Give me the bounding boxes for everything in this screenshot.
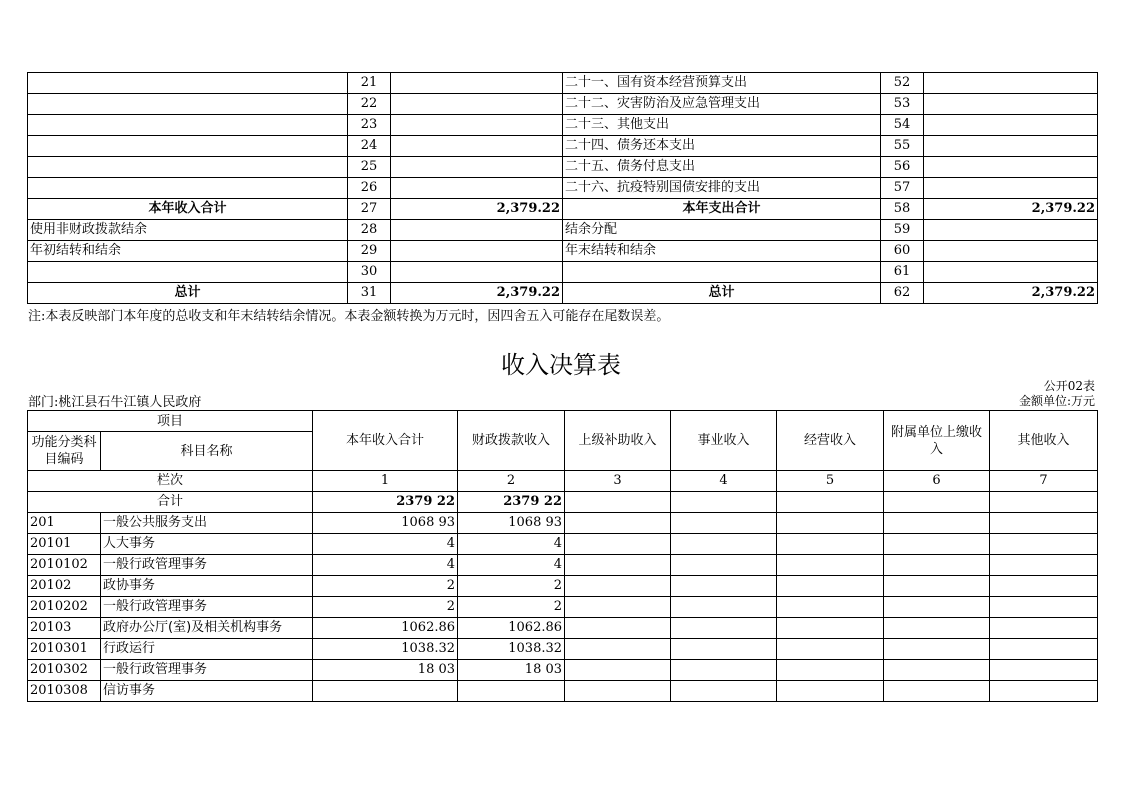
income-amount (391, 115, 563, 136)
empty-cell (565, 597, 671, 618)
income-line-number: 26 (348, 178, 391, 199)
empty-cell (777, 681, 884, 702)
income-item-label (28, 73, 348, 94)
column-number: 1 (313, 471, 458, 492)
header-project: 项目 (28, 411, 313, 432)
empty-cell (990, 576, 1098, 597)
income-item-label (28, 94, 348, 115)
income-amount (391, 94, 563, 115)
summary-row (28, 73, 1098, 94)
summary-row (28, 241, 1098, 262)
expense-amount (924, 220, 1098, 241)
subject-name: 一般行政管理事务 (101, 555, 313, 576)
income-line-number: 27 (348, 199, 391, 220)
subject-code: 2010302 (28, 660, 101, 681)
expense-line-number: 61 (881, 262, 924, 283)
summary-row (28, 283, 1098, 304)
expense-amount (924, 115, 1098, 136)
income-amount (391, 136, 563, 157)
income-table (27, 410, 1098, 702)
table-row (28, 618, 1098, 639)
income-line-number: 23 (348, 115, 391, 136)
empty-cell (565, 660, 671, 681)
empty-cell (990, 492, 1098, 513)
empty-cell (671, 597, 777, 618)
expense-item-label: 二十三、其他支出 (563, 115, 881, 136)
income-total: 2 (313, 597, 458, 618)
subject-name: 人大事务 (101, 534, 313, 555)
column-number: 5 (777, 471, 884, 492)
empty-cell (671, 555, 777, 576)
income-total: 1068 93 (313, 513, 458, 534)
table-row (28, 681, 1098, 702)
subject-code: 2010308 (28, 681, 101, 702)
subject-name: 信访事务 (101, 681, 313, 702)
empty-cell (671, 681, 777, 702)
income-total: 1062.86 (313, 618, 458, 639)
table-row (28, 639, 1098, 660)
empty-cell (884, 513, 990, 534)
income-item-label (28, 262, 348, 283)
subject-name: 政府办公厅(室)及相关机构事务 (101, 618, 313, 639)
table-note: 注:本表反映部门本年度的总收支和年末结转结余情况。本表金额转换为万元时，因四舍五入可能存在尾数误差。 (28, 309, 670, 324)
empty-cell (884, 681, 990, 702)
expense-amount (924, 94, 1098, 115)
expense-line-number: 53 (881, 94, 924, 115)
empty-cell (777, 597, 884, 618)
expense-amount: 2,379.22 (924, 283, 1098, 304)
income-item-label (28, 178, 348, 199)
empty-cell (565, 618, 671, 639)
expense-amount (924, 136, 1098, 157)
income-amount (391, 73, 563, 94)
income-amount (391, 241, 563, 262)
income-amount (391, 262, 563, 283)
income-total: 4 (313, 534, 458, 555)
empty-cell (777, 618, 884, 639)
expense-line-number: 60 (881, 241, 924, 262)
subject-code: 2010202 (28, 597, 101, 618)
table-row (28, 597, 1098, 618)
column-number: 3 (565, 471, 671, 492)
empty-cell (671, 576, 777, 597)
income-line-number: 22 (348, 94, 391, 115)
income-line-number: 30 (348, 262, 391, 283)
expense-item-label: 二十一、国有资本经营预算支出 (563, 73, 881, 94)
expense-line-number: 58 (881, 199, 924, 220)
header-col-1: 本年收入合计 (313, 411, 458, 471)
empty-cell (565, 492, 671, 513)
header-row-1 (28, 411, 1098, 432)
income-total: 1038.32 (313, 639, 458, 660)
empty-cell (565, 513, 671, 534)
expense-line-number: 52 (881, 73, 924, 94)
amount-unit-label: 金额单位:万元 (1018, 394, 1095, 408)
empty-cell (671, 618, 777, 639)
page-title: 收入决算表 (501, 351, 621, 379)
income-line-number: 28 (348, 220, 391, 241)
expense-item-label: 年末结转和结余 (563, 241, 881, 262)
empty-cell (884, 576, 990, 597)
income-line-number: 21 (348, 73, 391, 94)
empty-cell (990, 534, 1098, 555)
fiscal-income: 18 03 (458, 660, 565, 681)
table-code: 公开02表 (1043, 379, 1095, 393)
header-col-5: 经营收入 (777, 411, 884, 471)
expense-line-number: 56 (881, 157, 924, 178)
header-col-7: 其他收入 (990, 411, 1098, 471)
table-row (28, 576, 1098, 597)
income-item-label: 使用非财政拨款结余 (28, 220, 348, 241)
empty-cell (990, 513, 1098, 534)
summary-row (28, 199, 1098, 220)
subject-code: 20102 (28, 576, 101, 597)
empty-cell (565, 555, 671, 576)
column-number: 4 (671, 471, 777, 492)
fiscal-income: 1068 93 (458, 513, 565, 534)
total-row-label: 合计 (28, 492, 313, 513)
summary-table-body (28, 73, 1098, 304)
empty-cell (565, 576, 671, 597)
header-col-6: 附属单位上缴收入 (884, 411, 990, 471)
header-subject-name: 科目名称 (101, 432, 313, 471)
empty-cell (565, 639, 671, 660)
summary-row (28, 115, 1098, 136)
subject-code: 201 (28, 513, 101, 534)
summary-row (28, 136, 1098, 157)
subject-name: 政协事务 (101, 576, 313, 597)
income-line-number: 31 (348, 283, 391, 304)
income-line-number: 25 (348, 157, 391, 178)
column-number: 6 (884, 471, 990, 492)
empty-cell (777, 534, 884, 555)
income-line-number: 29 (348, 241, 391, 262)
empty-cell (777, 576, 884, 597)
empty-cell (671, 492, 777, 513)
fiscal-income: 1038.32 (458, 639, 565, 660)
empty-cell (671, 660, 777, 681)
empty-cell (884, 492, 990, 513)
income-item-label: 年初结转和结余 (28, 241, 348, 262)
expense-amount (924, 241, 1098, 262)
income-amount (391, 178, 563, 199)
expense-item-label: 本年支出合计 (563, 199, 881, 220)
column-number-row (28, 471, 1098, 492)
empty-cell (777, 555, 884, 576)
empty-cell (777, 639, 884, 660)
income-total: 4 (313, 555, 458, 576)
subject-code: 2010102 (28, 555, 101, 576)
income-total: 18 03 (313, 660, 458, 681)
subject-code: 20101 (28, 534, 101, 555)
header-col-3: 上级补助收入 (565, 411, 671, 471)
summary-row (28, 178, 1098, 199)
header-col-4: 事业收入 (671, 411, 777, 471)
income-total (313, 681, 458, 702)
fiscal-income: 2 (458, 576, 565, 597)
empty-cell (777, 660, 884, 681)
subject-name: 一般行政管理事务 (101, 660, 313, 681)
empty-cell (884, 639, 990, 660)
expense-item-label: 结余分配 (563, 220, 881, 241)
summary-row (28, 157, 1098, 178)
empty-cell (990, 681, 1098, 702)
expense-amount (924, 262, 1098, 283)
total-row-fiscal-income: 2379 22 (458, 492, 565, 513)
subject-name: 一般行政管理事务 (101, 597, 313, 618)
table-row (28, 660, 1098, 681)
income-table-body (28, 513, 1098, 702)
subject-code: 20103 (28, 618, 101, 639)
fiscal-income: 1062.86 (458, 618, 565, 639)
expense-item-label (563, 262, 881, 283)
table-row (28, 534, 1098, 555)
empty-cell (671, 534, 777, 555)
empty-cell (990, 639, 1098, 660)
expense-line-number: 59 (881, 220, 924, 241)
expense-item-label: 总计 (563, 283, 881, 304)
summary-row (28, 94, 1098, 115)
header-col-2: 财政拨款收入 (458, 411, 565, 471)
department-label: 部门:桃江县石牛江镇人民政府 (28, 395, 202, 410)
income-item-label: 总计 (28, 283, 348, 304)
income-amount: 2,379.22 (391, 283, 563, 304)
income-total: 2 (313, 576, 458, 597)
column-number: 7 (990, 471, 1098, 492)
table-row (28, 555, 1098, 576)
expense-item-label: 二十六、抗疫特别国债安排的支出 (563, 178, 881, 199)
expense-item-label: 二十五、债务付息支出 (563, 157, 881, 178)
income-amount: 2,379.22 (391, 199, 563, 220)
total-row-income-total: 2379 22 (313, 492, 458, 513)
income-amount (391, 220, 563, 241)
expense-line-number: 62 (881, 283, 924, 304)
empty-cell (990, 618, 1098, 639)
expense-line-number: 57 (881, 178, 924, 199)
income-item-label: 本年收入合计 (28, 199, 348, 220)
empty-cell (990, 597, 1098, 618)
empty-cell (671, 639, 777, 660)
expense-amount (924, 73, 1098, 94)
fiscal-income: 2 (458, 597, 565, 618)
empty-cell (990, 660, 1098, 681)
empty-cell (990, 555, 1098, 576)
expense-item-label: 二十二、灾害防治及应急管理支出 (563, 94, 881, 115)
empty-cell (884, 555, 990, 576)
empty-cell (671, 513, 777, 534)
expense-line-number: 55 (881, 136, 924, 157)
expense-amount: 2,379.22 (924, 199, 1098, 220)
empty-cell (777, 492, 884, 513)
fiscal-income: 4 (458, 555, 565, 576)
summary-row (28, 220, 1098, 241)
expense-line-number: 54 (881, 115, 924, 136)
subject-name: 行政运行 (101, 639, 313, 660)
subject-name: 一般公共服务支出 (101, 513, 313, 534)
table-row (28, 513, 1098, 534)
fiscal-income (458, 681, 565, 702)
expense-amount (924, 178, 1098, 199)
empty-cell (884, 534, 990, 555)
summary-table (27, 72, 1098, 304)
empty-cell (884, 597, 990, 618)
empty-cell (565, 534, 671, 555)
header-func-code: 功能分类科目编码 (28, 432, 101, 471)
expense-amount (924, 157, 1098, 178)
empty-cell (777, 513, 884, 534)
summary-row (28, 262, 1098, 283)
fiscal-income: 4 (458, 534, 565, 555)
total-row (28, 492, 1098, 513)
income-item-label (28, 136, 348, 157)
expense-item-label: 二十四、债务还本支出 (563, 136, 881, 157)
empty-cell (884, 660, 990, 681)
empty-cell (884, 618, 990, 639)
empty-cell (565, 681, 671, 702)
subject-code: 2010301 (28, 639, 101, 660)
income-item-label (28, 115, 348, 136)
column-number-label: 栏次 (28, 471, 313, 492)
income-amount (391, 157, 563, 178)
column-number: 2 (458, 471, 565, 492)
income-line-number: 24 (348, 136, 391, 157)
income-item-label (28, 157, 348, 178)
